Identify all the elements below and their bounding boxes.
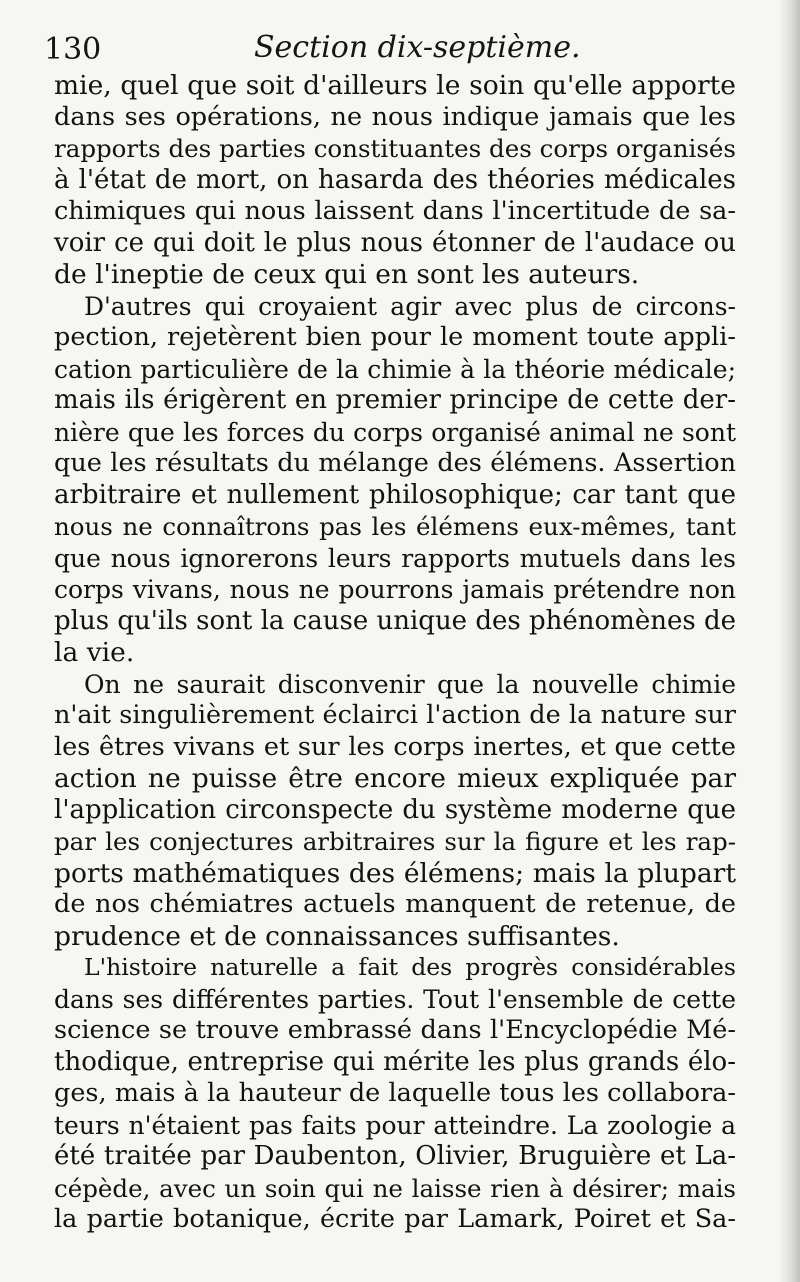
text-line: arbitraire et nullement philosophique; car tant que <box>54 479 736 510</box>
text-line: mais ils érigèrent en premier principe de cette der- <box>54 385 736 415</box>
text-line: à l'état de mort, on hasarda des théories médicales <box>54 164 736 195</box>
text-line: rapports des parties constituantes des corps organisés <box>54 134 736 163</box>
text-line: chimiques qui nous laissent dans l'incertitude de sa- <box>54 196 736 226</box>
text-line: que les résultats du mélange des élémens. Assertion <box>54 448 736 478</box>
text-line: les êtres vivans et sur les corps inertes, et que cette <box>54 731 736 762</box>
text-line: L'histoire naturelle a fait des progrès considérables <box>84 953 736 981</box>
text-line: corps vivans, nous ne pourrons jamais prétendre non <box>54 575 736 604</box>
text-line: nière que les forces du corps organisé animal ne sont <box>54 417 736 447</box>
text-line: voir ce qui doit le plus nous étonner de l'audace ou <box>54 227 736 258</box>
text-line: mie, quel que soit d'ailleurs le soin qu'elle apporte <box>54 70 736 101</box>
text-line: que nous ignorerons leurs rapports mutuels dans les <box>54 543 736 573</box>
text-line: dans ses différentes parties. Tout l'ensemble de cette <box>54 984 736 1014</box>
text-line: On ne saurait disconvenir que la nouvelle chimie <box>84 669 736 699</box>
text-line: thodique, entreprise qui mérite les plus grands élo- <box>54 1046 736 1077</box>
text-line: pection, rejetèrent bien pour le moment toute appli- <box>54 322 736 352</box>
text-line: nous ne connaîtrons pas les élémens eux-mêmes, tant <box>54 512 736 541</box>
text-line: l'application circonspecte du système moderne que <box>54 794 736 825</box>
text-line: science se trouve embrassé dans l'Encyclopédie Mé- <box>54 1015 736 1045</box>
running-head <box>44 30 734 70</box>
text-line: teurs n'étaient pas faits pour atteindre. La zoologie a <box>54 1110 736 1140</box>
section-title: Section dix-septième. <box>254 30 581 65</box>
text-line: prudence et de connaissances suffisantes. <box>54 920 620 952</box>
text-line: ges, mais à la hauteur de laquelle tous les collabora- <box>54 1078 736 1108</box>
text-line: de l'ineptie de ceux qui en sont les auteurs. <box>54 259 640 290</box>
text-line: plus qu'ils sont la cause unique des phénomènes de <box>54 605 736 636</box>
text-line: par les conjectures arbitraires sur la figure et les rap- <box>54 827 736 856</box>
text-line: cation particulière de la chimie à la théorie médicale; <box>54 354 736 384</box>
text-line: de nos chémiatres actuels manquent de retenue, de <box>54 889 736 919</box>
body-text <box>54 70 736 1236</box>
text-line: n'ait singulièrement éclairci l'action de la nature sur <box>54 700 736 730</box>
text-line: ports mathématiques des élémens; mais la plupart <box>54 857 736 889</box>
page-number: 130 <box>44 32 102 67</box>
text-line: dans ses opérations, ne nous indique jamais que les <box>54 101 736 132</box>
text-line: la vie. <box>54 637 135 668</box>
text-line: été traitée par Daubenton, Olivier, Bruguière et La- <box>54 1141 736 1171</box>
text-line: la partie botanique, écrite par Lamark, Poiret et Sa- <box>54 1204 736 1234</box>
text-line: cépède, avec un soin qui ne laisse rien à désirer; mais <box>54 1173 736 1203</box>
text-line: D'autres qui croyaient agir avec plus de circons- <box>84 291 736 321</box>
text-line: action ne puisse être encore mieux expliquée par <box>54 763 736 794</box>
